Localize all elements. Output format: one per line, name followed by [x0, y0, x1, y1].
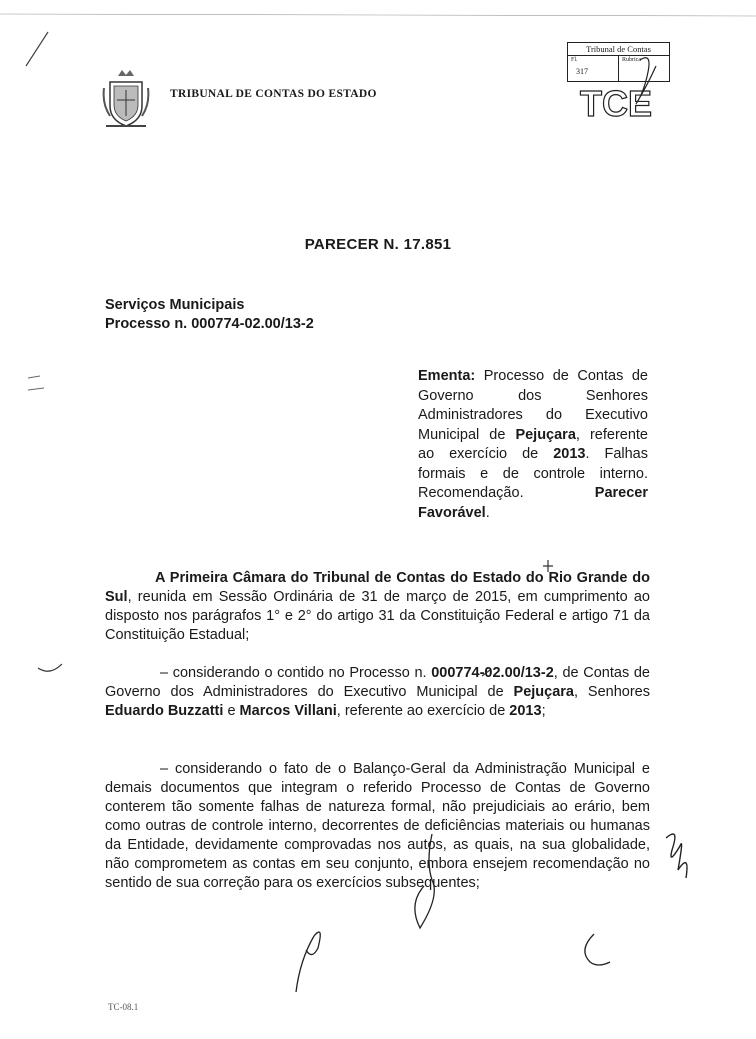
bottom-signature-1 — [296, 932, 320, 992]
margin-curve-mark — [38, 664, 62, 671]
paragraph-2-name-1: Eduardo Buzzatti — [105, 703, 224, 719]
ementa-verdict: Parecer Favorável — [418, 485, 648, 521]
ementa-municipality: Pejuçara — [515, 426, 576, 443]
rubric-initial-mark — [636, 58, 656, 104]
paragraph-3-text: – considerando o fato de o Balanço-Geral da Administração Municipal e demais documentos que integram o referido Processo de Contas de Governo conterem tão somente falhas de natureza formal, não prejudiciais ao erário, bem como outras de controle interno, decorrentes de deficiências materiais ou humanas da Entidade, devidamente comprovadas nos autos, as quais, na sua globalidade, não comprometem as contas em seu conjunto, embora ensejem recomendação no sentido de sua correção para os exercícios subsequentes; — [105, 761, 650, 891]
scan-edge-line — [0, 14, 756, 16]
ementa-year: 2013 — [553, 446, 586, 462]
paragraph-2-text-6: ; — [541, 703, 546, 719]
tce-logo-text: TCE — [580, 84, 652, 120]
margin-tick-mark — [28, 376, 44, 390]
section-name: Serviços Municipais — [105, 297, 245, 313]
paragraph-2-text-2: , de Contas de Governo dos Administradores do Executivo Municipal de — [105, 665, 650, 700]
ementa-text-3: . Falhas formais e de controle interno. Recomendação. — [418, 446, 648, 501]
stamp-title: Tribunal de Contas — [568, 43, 669, 56]
paragraph-1-lead: A Primeira Câmara do Tribunal de Contas do Estado do Rio Grande do Sul — [105, 570, 650, 605]
paragraph-2-year: 2013 — [509, 703, 542, 719]
paragraph-2-text-1: – considerando o contido no Processo n. — [160, 665, 432, 681]
form-code: TC-08.1 — [108, 1002, 139, 1012]
corner-slash-mark — [26, 32, 48, 66]
correction-mark — [543, 560, 553, 572]
bottom-signature-2 — [585, 934, 610, 965]
paragraph-2-name-2: Marcos Villani — [239, 703, 337, 719]
correction-mark-2 — [482, 670, 490, 676]
process-number: Processo n. 000774-02.00/13-2 — [105, 316, 314, 332]
paragraph-2-process: 000774-02.00/13-2 — [431, 665, 554, 681]
ementa-text-1: Processo de Contas de Governo dos Senhores Administradores do Executivo Municipal de — [418, 368, 648, 443]
stamp-sheet-number: 317 — [576, 67, 588, 76]
stamp-sheet-label: Fl. — [571, 57, 578, 63]
document-title: PARECER N. 17.851 — [304, 236, 452, 253]
paragraph-2-text-5: , referente ao exercício de — [336, 703, 510, 719]
paragraph-2-text-4: e — [223, 703, 240, 719]
paragraph-2-text-3: , Senhores — [574, 684, 650, 700]
ementa-label: Ementa: — [418, 368, 476, 384]
ementa-text-2: , referente ao exercício de — [418, 426, 648, 462]
court-name: TRIBUNAL DE CONTAS DO ESTADO — [170, 88, 377, 100]
initial-signature — [415, 834, 434, 928]
stamp-rubric-label: Rubrica — [622, 57, 641, 63]
paragraph-1-text: , reunida em Sessão Ordinária de 31 de março de 2015, em cumprimento ao disposto nos parágrafos 1° e 2° do artigo 31 da Constituição Federal e artigo 71 da Constituição Estadual; — [105, 589, 650, 643]
ementa-text-4: . — [485, 504, 490, 521]
margin-signature — [666, 834, 687, 878]
paragraph-2-municipality: Pejuçara — [513, 684, 574, 700]
